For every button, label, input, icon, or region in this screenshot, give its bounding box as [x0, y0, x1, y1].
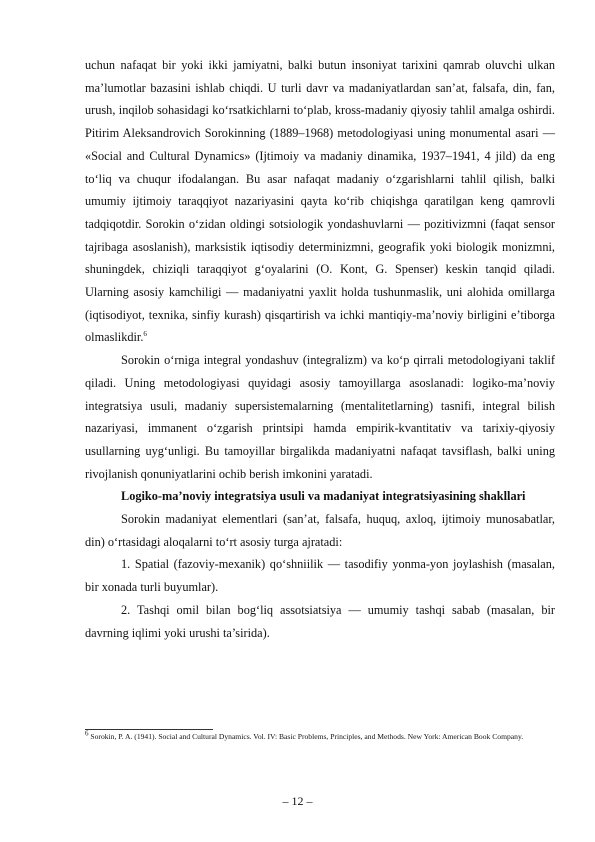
footnote [85, 729, 555, 742]
footnote-number: 6 [85, 729, 89, 738]
body-paragraph-2: Sorokin o‘rniga integral yondashuv (integralizm) va ko‘p qirrali metodologiyani taklif qiladi. Uning metodologiyasi quyidagi asosiy tamoyillarga asoslanadi: logiko-ma’noviy integratsiya usuli, madaniy supersistemalarning (mentalitetlarning) tasnifi, integral bilish nazariyasi, immanent o‘zgarish printsipi hamda empirik-kvantitativ va tarixiy-qiyosiy usullarning uyg‘unligi. Bu tamoyillar birgalikda madaniyatni nafaqat tavsiflash, balki uning rivojlanish qonuniyatlarini ochib berish imkonini yaratadi. [85, 353, 555, 481]
section-heading: Logiko-ma’noviy integratsiya usuli va madaniyat integratsiyasining shakllari [121, 489, 526, 504]
footnote-ref: 6 [143, 330, 147, 339]
page-body [85, 54, 555, 644]
footnote-divider [85, 729, 213, 730]
footnote-text: Sorokin, P. A. (1941). Social and Cultural Dynamics. Vol. IV: Basic Problems, Principles, and Methods. New York: American Book Company. [90, 732, 524, 741]
body-paragraph-1: uchun nafaqat bir yoki ikki jamiyatni, balki butun insoniyat tarixini qamrab oluvchi ulkan ma’lumotlar bazasini ishlab chiqdi. U turli davr va madaniyatlardan san’at, falsafa, din, fan, urush, inqilob sohasidagi ko‘rsatkichlarni to‘plab, kross-madaniy qiyosiy tahlil amalga oshirdi. Pitirim Aleksandrovich Sorokinning (1889–1968) metodologiyasi uning monumental asari — «Social and Cultural Dynamics» (Ijtimoiy va madaniy dinamika, 1937–1941, 4 jild) da eng to‘liq va chuqur ifodalangan. Bu asar nafaqat madaniy o‘zgarishlarni tahlil qilish, balki umumiy ijtimoiy taraqqiyot nazariyasini qayta ko‘rib chiqishga qaratilgan keng qamrovli tadqiqotdir. Sorokin o‘zidan oldingi sotsiologik yondashuvlarni — pozitivizmni (faqat sensor tajribaga asoslanish), marksistik iqtisodiy determinizmni, geografik yoki biologik monizmni, shuningdek, chiziqli taraqqiyot g‘oyalarini (O. Kont, G. Spenser) keskin tanqid qiladi. Ularning asosiy kamchiligi — madaniyatni yaxlit holda tushunmaslik, uni alohida omillarga (iqtisodiyot, texnika, sinfiy kurash) qisqartirish va ichki mantiqiy-ma’noviy birligini e’tiborga olmaslikdir.$^6$ [85, 58, 555, 345]
body-paragraph-3: Sorokin madaniyat elementlari (san’at, falsafa, huquq, axloq, ijtimoiy munosabatlar, din) o‘rtasidagi aloqalarni to‘rt asosiy turga ajratadi: [85, 512, 555, 549]
list-item-1: 1. Spatial (fazoviy-mexanik) qo‘shniilik — tasodifiy yonma-yon joylashish (masalan, bir xonada turli buyumlar). [85, 557, 555, 595]
list-item-2: 2. Tashqi omil bilan bog‘liq assotsiatsiya — umumiy tashqi sabab (masalan, bir davrning iqlimi yoki urushi ta’sirida). [85, 602, 555, 640]
page-number: – 12 – [282, 794, 313, 808]
